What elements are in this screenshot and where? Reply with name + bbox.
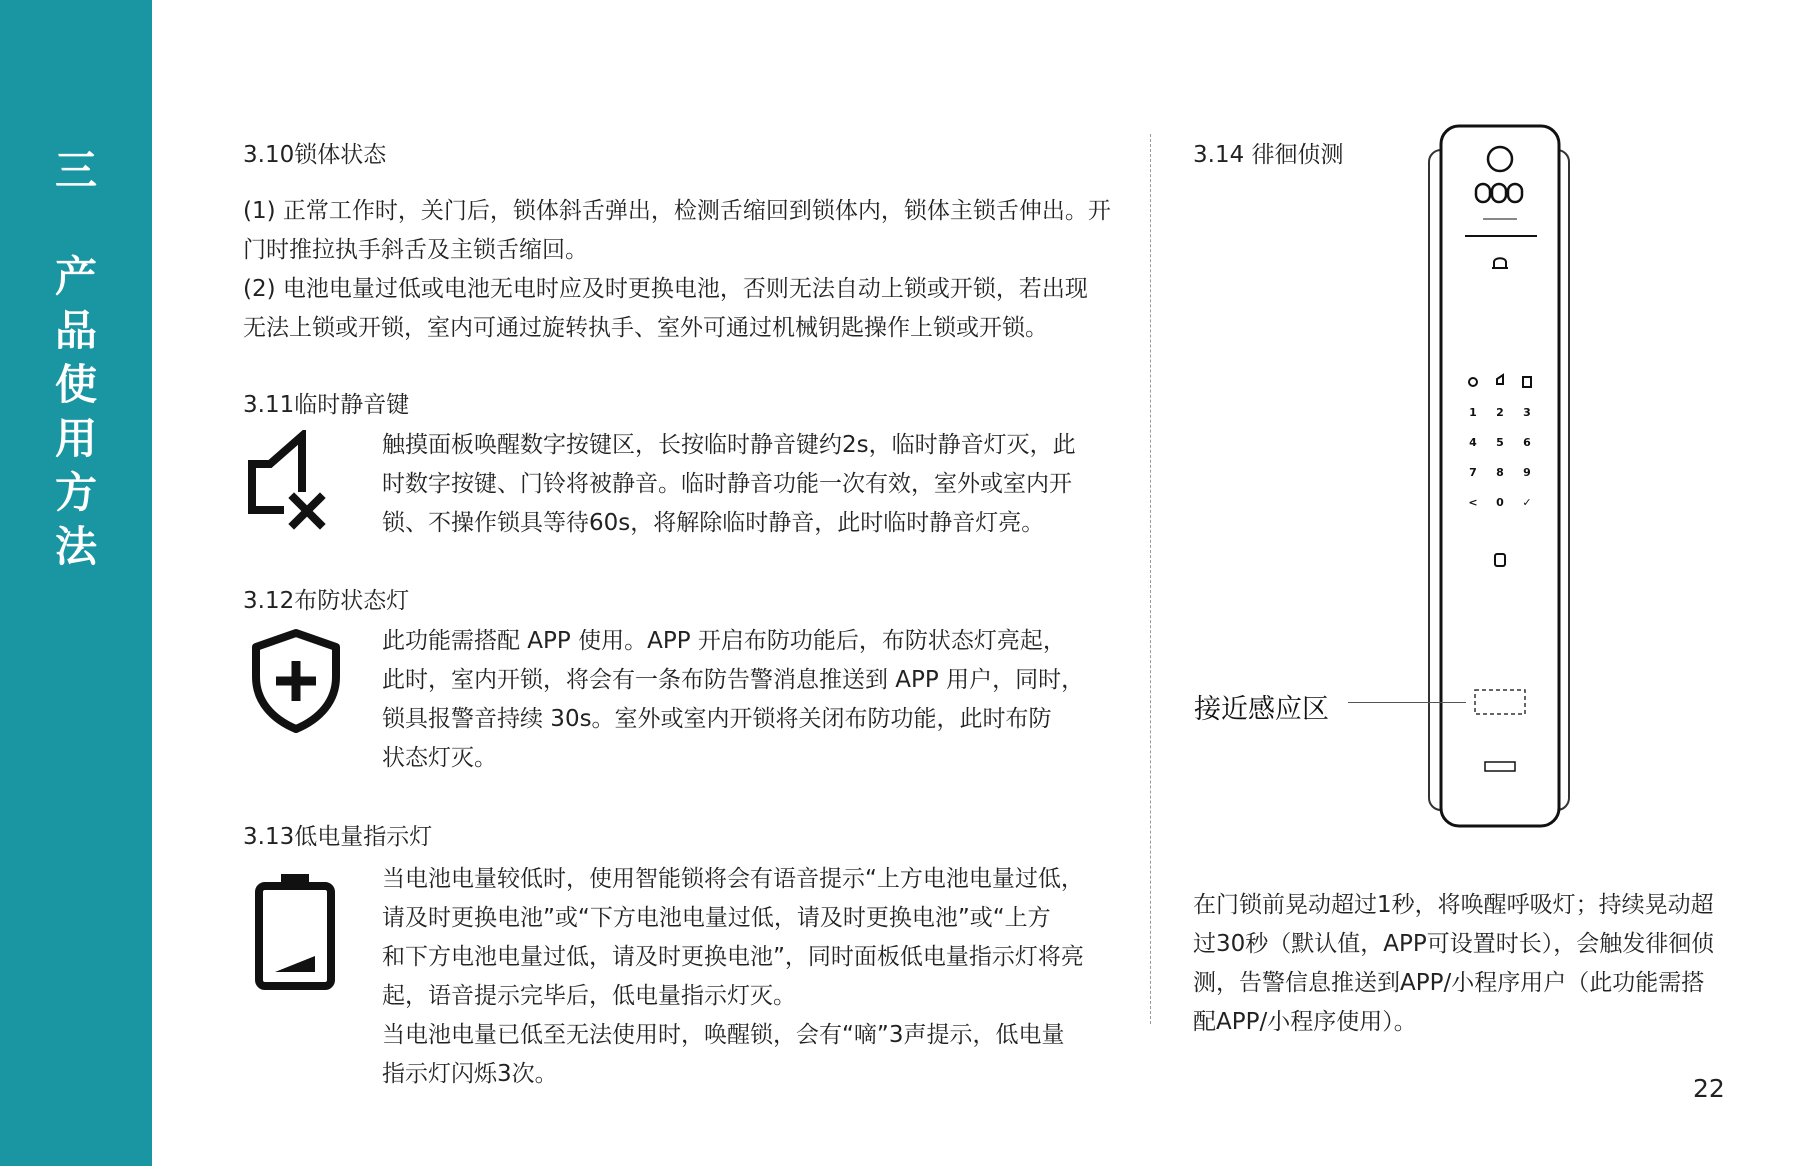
- section-3-10-paragraph-1: [243, 192, 1123, 270]
- keypad-key: 6: [1523, 436, 1531, 449]
- smart-lock-illustration: [1425, 122, 1575, 830]
- keypad-key: 7: [1469, 466, 1477, 479]
- text-line: 触摸面板唤醒数字按键区，长按临时静音键约2s，临时静音灯灭，此: [382, 432, 1076, 458]
- low-battery-icon: [253, 870, 337, 992]
- text-line: 请及时更换电池”或“下方电池电量过低，请及时更换电池”或“上方: [382, 905, 1051, 931]
- section-3-11-body: [382, 426, 1127, 543]
- keypad-key: 2: [1496, 406, 1504, 419]
- text-line: 状态灯灭。: [382, 745, 497, 771]
- section-heading-3-11: 3.11临时静音键: [243, 392, 410, 418]
- chapter-title-char: 用: [54, 414, 97, 463]
- text-line: 此时，室内开锁，将会有一条布防告警消息推送到 APP 用户，同时，: [382, 667, 1085, 693]
- keypad-key: 4: [1469, 436, 1477, 449]
- keypad-key: 9: [1523, 466, 1531, 479]
- text-line: 配APP/小程序使用）。: [1193, 1009, 1417, 1035]
- chapter-title-char: 产: [54, 252, 97, 301]
- proximity-sensor-label: 接近感应区: [1194, 694, 1329, 725]
- text-line: 指示灯闪烁3次。: [382, 1061, 558, 1087]
- section-heading-3-10: 3.10锁体状态: [243, 142, 387, 168]
- text-line: 起，语音提示完毕后，低电量指示灯灭。: [382, 983, 796, 1009]
- sensor-leader-line: [1348, 702, 1466, 703]
- section-3-12-body: [382, 622, 1107, 778]
- chapter-title-char: 品: [54, 306, 97, 355]
- text-line: 测，告警信息推送到APP/小程序用户（此功能需搭: [1193, 970, 1705, 996]
- text-line: (1) 正常工作时，关门后，锁体斜舌弹出，检测舌缩回到锁体内，锁体主锁舌伸出。开: [243, 198, 1111, 224]
- text-line: 锁具报警音持续 30s。室外或室内开锁将关闭布防功能，此时布防: [382, 706, 1052, 732]
- text-line: 当电池电量较低时，使用智能锁将会有语音提示“上方电池电量过低，: [382, 866, 1084, 892]
- column-divider: [1150, 134, 1151, 1024]
- keypad-key: ✓: [1522, 496, 1532, 509]
- chapter-title-char: 使: [54, 360, 97, 409]
- text-line: 在门锁前晃动超过1秒，将唤醒呼吸灯；持续晃动超: [1193, 892, 1714, 918]
- section-heading-3-12: 3.12布防状态灯: [243, 588, 410, 614]
- keypad-key: 3: [1523, 406, 1531, 419]
- page-number: 22: [1693, 1074, 1725, 1103]
- keypad-key: <: [1468, 496, 1478, 509]
- text-line: 和下方电池电量过低，请及时更换电池”，同时面板低电量指示灯将亮: [382, 944, 1084, 970]
- section-3-10-paragraph-2: [243, 270, 1123, 348]
- keypad-key: 8: [1496, 466, 1504, 479]
- keypad-key: 0: [1496, 496, 1504, 509]
- text-line: 门时推拉执手斜舌及主锁舌缩回。: [243, 237, 588, 263]
- section-3-14-body: [1193, 886, 1758, 1042]
- text-line: 当电池电量已低至无法使用时，唤醒锁，会有“嘀”3声提示，低电量: [382, 1022, 1065, 1048]
- keypad-key: 1: [1469, 406, 1477, 419]
- text-line: 过30秒（默认值，APP可设置时长），会触发徘徊侦: [1193, 931, 1715, 957]
- section-heading-3-13: 3.13低电量指示灯: [243, 824, 433, 850]
- text-line: 锁、不操作锁具等待60s，将解除临时静音，此时临时静音灯亮。: [382, 510, 1045, 536]
- shield-plus-icon: [248, 627, 344, 735]
- keypad-key: 5: [1496, 436, 1504, 449]
- text-line: (2) 电池电量过低或电池无电时应及时更换电池，否则无法自动上锁或开锁，若出现: [243, 276, 1088, 302]
- section-3-13-body: [382, 860, 1127, 1094]
- chapter-number: 三: [54, 146, 97, 195]
- text-line: 此功能需搭配 APP 使用。APP 开启布防功能后，布防状态灯亮起，: [382, 628, 1066, 654]
- text-line: 时数字按键、门铃将被静音。临时静音功能一次有效，室外或室内开: [382, 471, 1072, 497]
- text-line: 无法上锁或开锁，室内可通过旋转执手、室外可通过机械钥匙操作上锁或开锁。: [243, 315, 1048, 341]
- section-heading-3-14: 3.14 徘徊侦测: [1193, 142, 1344, 168]
- chapter-title-char: 方: [54, 468, 97, 517]
- chapter-title-char: 法: [54, 522, 97, 571]
- chapter-side-tab: [0, 0, 152, 1166]
- mute-bell-icon: [246, 430, 326, 530]
